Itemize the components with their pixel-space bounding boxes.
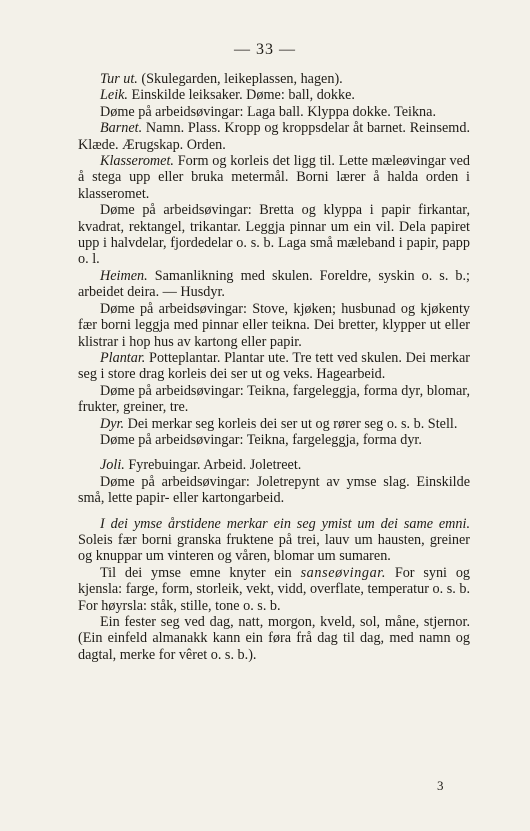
paragraph-text: Til dei ymse emne knyter ein [100, 564, 301, 581]
paragraph [78, 350, 470, 383]
paragraph [78, 474, 470, 507]
topic-heading: Leik. [100, 87, 128, 104]
paragraph [78, 104, 470, 120]
paragraph [78, 120, 470, 153]
paragraph [78, 202, 470, 268]
paragraph [78, 87, 470, 103]
paragraph [78, 614, 470, 663]
paragraph [78, 457, 470, 473]
paragraph-text: Døme på arbeidsøvingar: Joletrepynt av ymse slag. Einskilde små, lette papir- eller kartongarbeid. [78, 473, 470, 507]
paragraph [78, 516, 470, 565]
paragraph-text: Døme på arbeidsøvingar: Laga ball. Klyppa dokke. Teikna. [100, 103, 436, 120]
paragraph-text: Døme på arbeidsøvingar: Teikna, fargeleggja, forma dyr. [100, 431, 422, 448]
emphasis-term: sanseøvingar. [300, 564, 386, 581]
paragraph-text: Dei merkar seg korleis dei ser ut og rører seg o. s. b. Stell. [124, 415, 458, 432]
topic-heading: Dyr. [100, 415, 125, 432]
paragraph-text: For syni og kjensla: farge, form, storleik, vekt, vidd, overflate, temperatur o. s. b. For høyrsla: ståk, stille, tone o. s. b. [78, 564, 471, 614]
paragraph [78, 565, 470, 614]
paragraph-text: (Skulegarden, leikeplassen, hagen). [137, 71, 343, 87]
paragraph-text: Døme på arbeidsøvingar: Stove, kjøken; husbunad og kjøkenty fær borni leggja med pinnar eller teikna. Dei bretter, klypper ut eller klistrar i hop hus av kartong eller papir. [78, 300, 470, 350]
signature-mark: 3 [437, 778, 444, 793]
paragraph-text: Soleis fær borni granska fruktene på trei, lauv um hausten, greiner og knuppar um vinteren og våren, blomar um sumaren. [78, 531, 470, 565]
topic-heading: Joli. [100, 457, 125, 474]
paragraph [78, 301, 470, 350]
paragraph-text: Døme på arbeidsøvingar: Bretta og klyppa i papir firkantar, kvadrat, rektangel, trikantar. Leggja pinnar um ein vil. Dela papiret upp i halvdelar, fjordedelar o. s. b. Laga små mæleband i papir, papp o. l. [78, 202, 470, 268]
paragraph-text: Fyrebuingar. Arbeid. Joletreet. [124, 457, 302, 474]
paragraph [78, 153, 470, 202]
paragraph-text: Namn. Plass. Kropp og kroppsdelar åt barnet. Reinsemd. Klæde. Ærugskap. Orden. [78, 120, 470, 153]
paragraph-text: Form og korleis det ligg til. Lette mæleøvingar ved å stega upp eller bruka metermål. Borni lærer å halda orden i klasseromet. [78, 153, 470, 202]
topic-heading: Tur ut. [100, 71, 138, 87]
topic-heading: Klasseromet. [100, 153, 174, 170]
topic-heading: Plantar. [100, 349, 146, 366]
paragraph [78, 416, 470, 432]
paragraph-text: Samanlikning med skulen. Foreldre, syskin o. s. b.; arbeidet deira. — Husdyr. [78, 267, 470, 301]
topic-heading: Barnet. [100, 120, 143, 137]
paragraph-text: Ein fester seg ved dag, natt, morgon, kveld, sol, måne, stjernor. (Ein einfeld almanakk kann ein føra frå dag til dag, med namn og dagtal, merke for vêret o. s. b.). [78, 614, 470, 663]
page-body [78, 71, 470, 663]
paragraph [78, 432, 470, 448]
paragraph-text: Døme på arbeidsøvingar: Teikna, fargeleggja, forma dyr, blomar, frukter, greiner, tre. [78, 382, 470, 416]
topic-heading: I dei ymse årstidene merkar ein seg ymist um dei same emni. [100, 515, 470, 532]
paragraph [78, 268, 470, 301]
paragraph-text: Einskilde leiksaker. Døme: ball, dokke. [127, 87, 355, 104]
paragraph [78, 383, 470, 416]
topic-heading: Heimen. [100, 267, 148, 284]
page-number: — 33 — [234, 41, 296, 58]
paragraph [78, 71, 470, 87]
paragraph-text: Potteplantar. Plantar ute. Tre tett ved skulen. Dei merkar seg i store drag korleis dei ser ut og veks. Hagearbeid. [78, 349, 470, 383]
